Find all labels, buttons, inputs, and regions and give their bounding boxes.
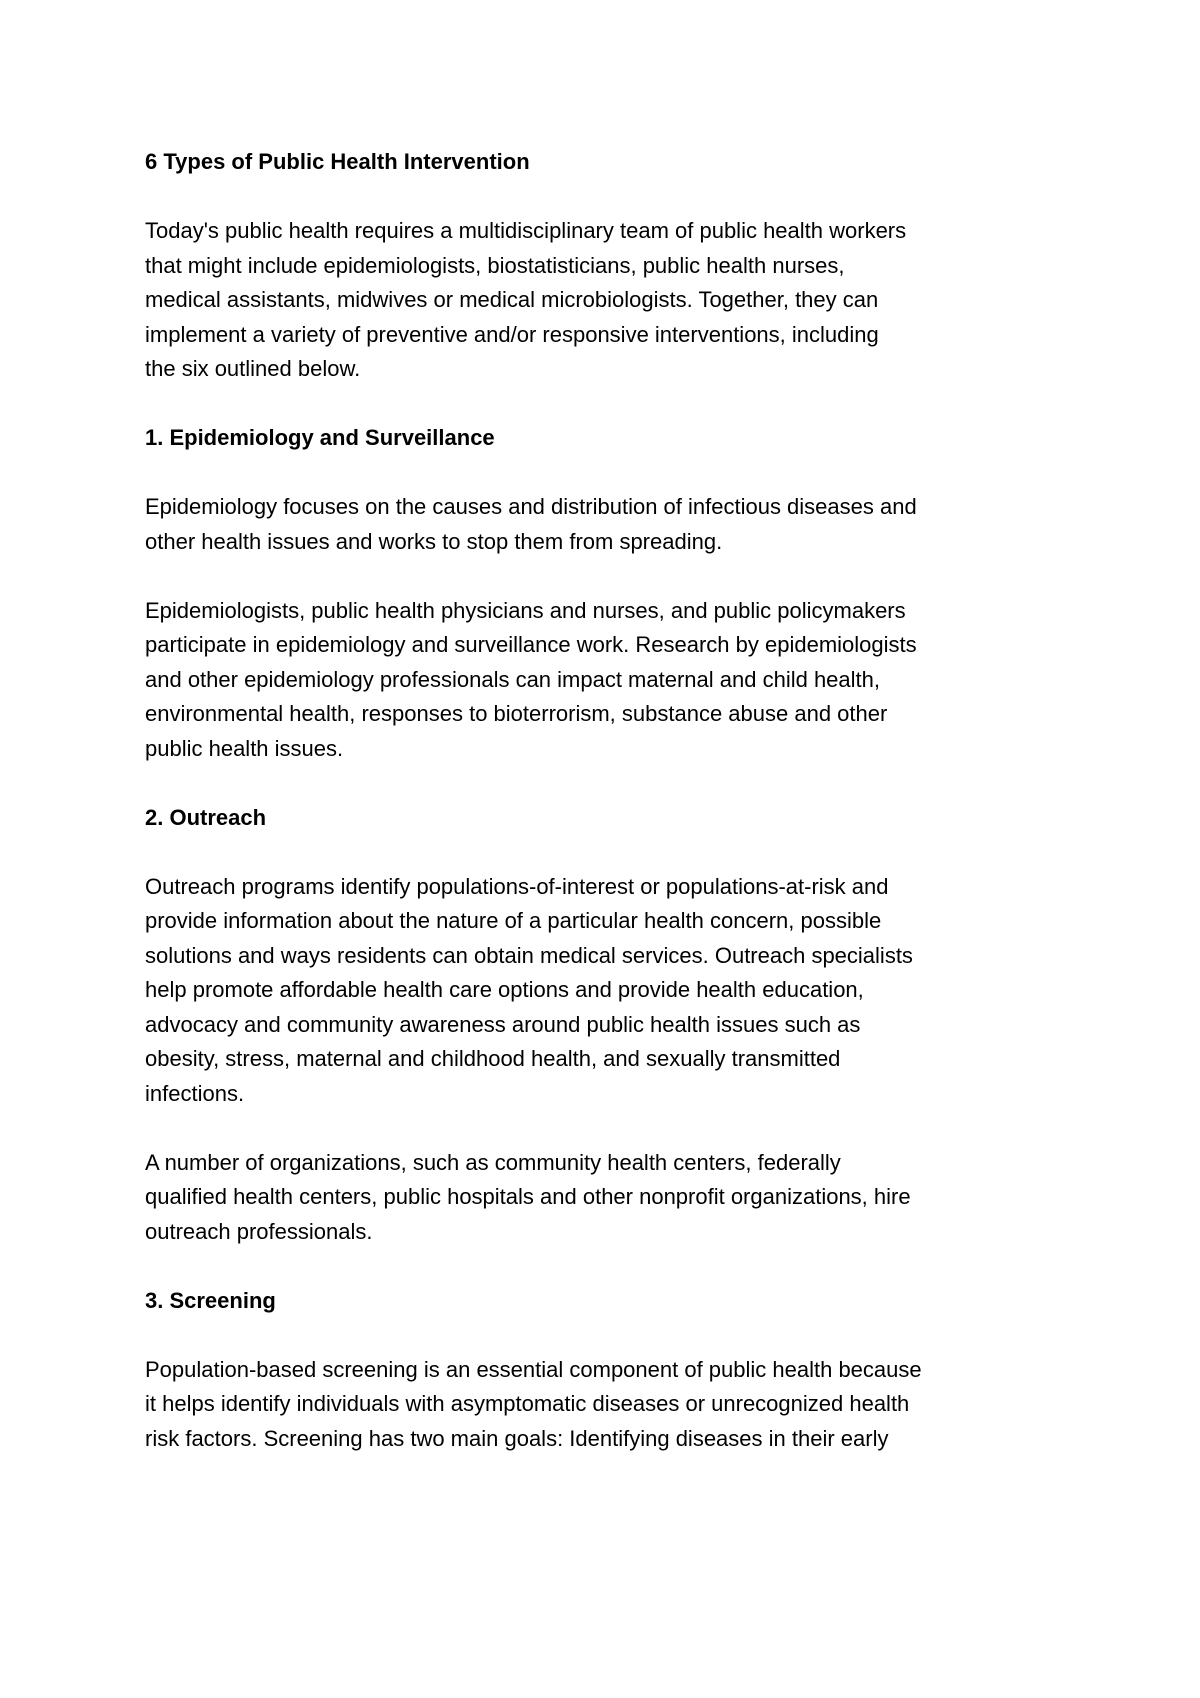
paragraph-line: solutions and ways residents can obtain medical services. Outreach specialists — [145, 942, 913, 968]
paragraph-line: risk factors. Screening has two main goals: Identifying diseases in their early — [145, 1425, 889, 1451]
intro-line: the six outlined below. — [145, 356, 361, 381]
section-heading-epidemiology: 1. Epidemiology and Surveillance — [145, 425, 495, 450]
section-paragraph — [145, 490, 1075, 559]
paragraph-line: qualified health centers, public hospitals and other nonprofit organizations, hire — [145, 1184, 911, 1209]
paragraph-line: Population-based screening is an essential component of public health because — [145, 1356, 922, 1382]
paragraph-line: and other epidemiology professionals can impact maternal and child health, — [145, 666, 880, 692]
section-paragraph — [145, 1353, 1075, 1457]
paragraph-line: environmental health, responses to bioterrorism, substance abuse and other — [145, 701, 888, 726]
paragraph-line: Epidemiology focuses on the causes and distribution of infectious diseases and — [145, 494, 917, 519]
section-paragraph — [145, 1146, 1075, 1250]
intro-line: Today's public health requires a multidisciplinary team of public health workers — [145, 218, 907, 243]
paragraph-line: Outreach programs identify populations-of-interest or populations-at-risk and — [145, 873, 889, 899]
paragraph-line: help promote affordable health care options and provide health education, — [145, 977, 864, 1002]
paragraph-line: A number of organizations, such as community health centers, federally — [145, 1149, 841, 1175]
paragraph-line: other health issues and works to stop them from spreading. — [145, 528, 723, 554]
intro-paragraph — [145, 214, 1075, 387]
document-body — [145, 145, 1075, 1456]
section-heading-outreach: 2. Outreach — [145, 804, 267, 830]
section-heading-screening: 3. Screening — [145, 1287, 276, 1313]
section-paragraph — [145, 870, 1075, 1112]
paragraph-line: it helps identify individuals with asymptomatic diseases or unrecognized health — [145, 1391, 910, 1416]
intro-line: implement a variety of preventive and/or responsive interventions, including — [145, 321, 879, 347]
paragraph-line: advocacy and community awareness around public health issues such as — [145, 1011, 861, 1037]
paragraph-line: participate in epidemiology and surveillance work. Research by epidemiologists — [145, 632, 917, 657]
paragraph-line: Epidemiologists, public health physicians and nurses, and public policymakers — [145, 597, 906, 623]
intro-line: that might include epidemiologists, biostatisticians, public health nurses, — [145, 252, 845, 278]
paragraph-line: infections. — [145, 1080, 245, 1106]
paragraph-line: obesity, stress, maternal and childhood health, and sexually transmitted — [145, 1046, 841, 1071]
section-paragraph — [145, 594, 1075, 767]
paragraph-line: outreach professionals. — [145, 1218, 373, 1244]
paragraph-line: public health issues. — [145, 735, 344, 761]
intro-line: medical assistants, midwives or medical microbiologists. Together, they can — [145, 287, 879, 312]
document-title: 6 Types of Public Health Intervention — [145, 149, 530, 174]
paragraph-line: provide information about the nature of a particular health concern, possible — [145, 908, 882, 933]
